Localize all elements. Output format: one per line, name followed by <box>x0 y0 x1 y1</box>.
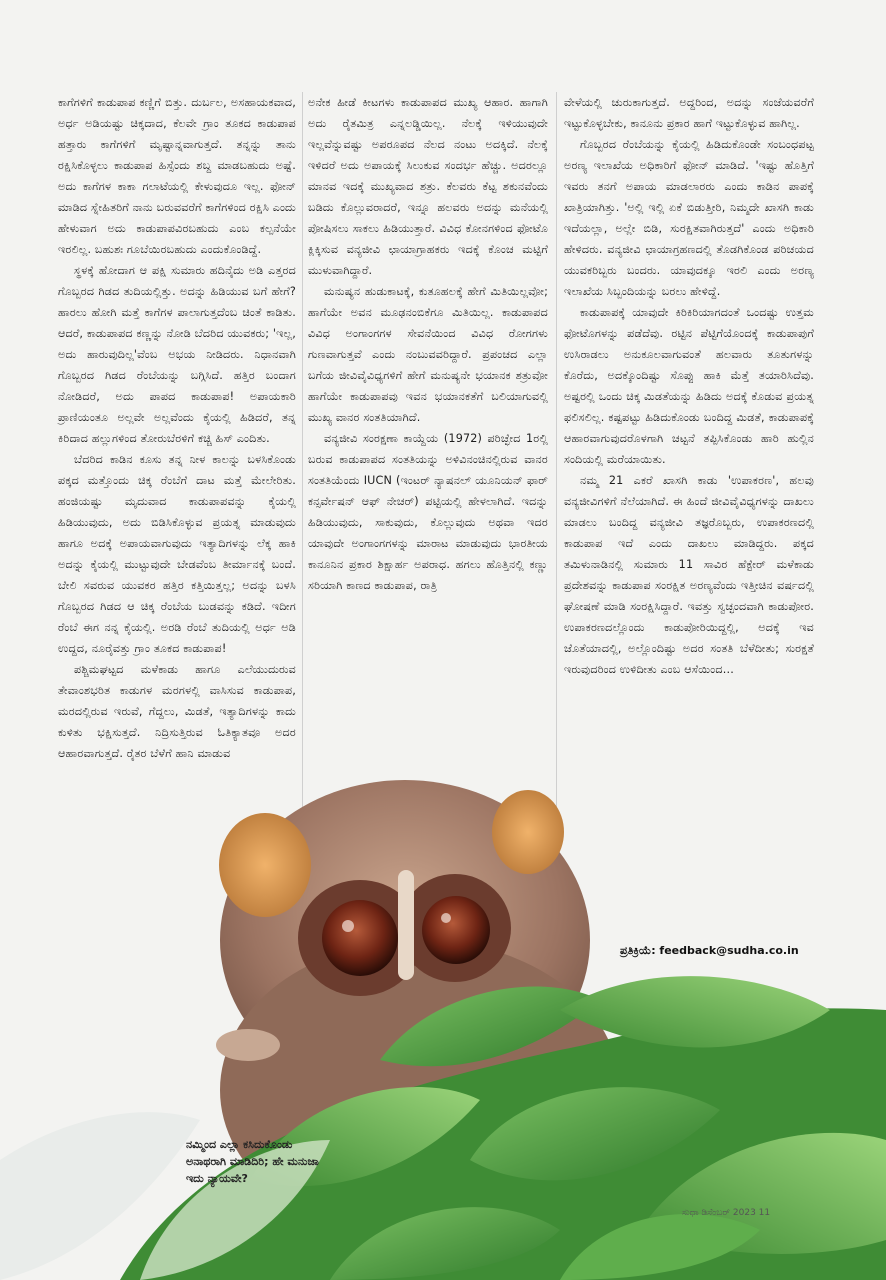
paragraph: ಮನುಷ್ಯನ ಹುಡುಕಾಟಕ್ಕೆ, ಕುತೂಹಲಕ್ಕೆ ಹೇಗೆ ಮಿತಿಯಿಲ್ಲವೋ; ಹಾಗೆಯೇ ಅವನ ಮೂಢನಂಬಿಕೆಗೂ ಮಿತಿಯಿಲ್ಲ. ಕಾಡುಪಾಪದ ವಿವಿಧ ಅಂಗಾಂಗಗಳ ಸೇವನೆಯಿಂದ ವಿವಿಧ ರೋಗಗಳು ಗುಣವಾಗುತ್ತವೆ ಎಂದು ನಂಬುವವರಿದ್ದಾರೆ. ಪ್ರಪಂಚದ ಎಲ್ಲಾ ಬಗೆಯ ಜೀವಿವೈವಿಧ್ಯಗಳಿಗೆ ಹೇಗೆ ಮನುಷ್ಯನೇ ಭಯಾನಕ ಶತ್ರುವೋ ಹಾಗೆಯೇ ಕಾಡುಪಾಪವು ಇವನ ಭಯಾನಕತೆಗೆ ಬಲಿಯಾಗುವಲ್ಲಿ ಮುಖ್ಯ ವಾನರ ಸಂತತಿಯಾಗಿದೆ. <box>308 285 548 424</box>
article-column-2 <box>308 92 548 596</box>
column-divider <box>302 92 303 812</box>
paragraph: ಕಾಡುಪಾಪಕ್ಕೆ ಯಾವುದೇ ಕಿರಿಕಿರಿಯಾಗದಂತೆ ಒಂದಷ್ಟು ಉತ್ತಮ ಫೋಟೊಗಳನ್ನು ಪಡೆದೆವು. ರಟ್ಟಿನ ಪೆಟ್ಟಿಗೆಯೊಂದಕ್ಕೆ ಕಾಡುಪಾಪುಗೆ ಉಸಿರಾಡಲು ಅನುಕೂಲವಾಗುವಂತೆ ಹಲವಾರು ತೂತುಗಳನ್ನು ಕೊರೆದು, ಅದಕ್ಕೊಂದಿಷ್ಟು ಸೊಪ್ಪು ಹಾಕಿ ಮೆತ್ತೆ ತಯಾರಿಸಿದೆವು. ಅಷ್ಟರಲ್ಲಿ ಒಂದು ಚಿಕ್ಕ ಮಿಡತೆಯನ್ನು ಹಿಡಿದು ಅದಕ್ಕೆ ಕೊಡುವ ಪ್ರಯತ್ನ ಫಲಿಸಲಿಲ್ಲ. ಕಷ್ಟಪಟ್ಟು ಹಿಡಿದುಕೊಂಡು ಬಂದಿದ್ದ ಮಿಡತೆ, ಕಾಡುಪಾಪಕ್ಕೆ ಆಹಾರವಾಗುವುದರೊಳಗಾಗಿ ಚಟ್ಟನೆ ತಪ್ಪಿಸಿಕೊಂಡು ಹಾರಿ ಹುಲ್ಲಿನ ಸಂದಿಯಲ್ಲಿ ಮರೆಯಾಯಿತು. <box>564 306 814 466</box>
page-footer: ಸುಧಾ ಡಿಸೆಂಬರ್ 2023 11 <box>682 1208 771 1218</box>
article-column-3 <box>564 92 814 680</box>
paragraph: ಅನೇಕ ಹೀಡೆ ಕೀಟಗಳು ಕಾಡುಪಾಪದ ಮುಖ್ಯ ಆಹಾರ. ಹಾಗಾಗಿ ಅದು ರೈತಮಿತ್ರ ಎನ್ನಲಡ್ಡಿಯಿಲ್ಲ. ನೆಲಕ್ಕೆ ಇಳಿಯುವುದೇ ಇಲ್ಲವೆನ್ನುವಷ್ಟು ಅಪರೂಪದ ನೆಲದ ನಂಟು ಅದಕ್ಕಿದೆ. ನೆಲಕ್ಕೆ ಇಳಿದರೆ ಅದು ಅಪಾಯಕ್ಕೆ ಸಿಲುಕುವ ಸಂದರ್ಭ ಹೆಚ್ಚು. ಅದರಲ್ಲೂ ಮಾನವ ಇದಕ್ಕೆ ಮುಖ್ಯವಾದ ಶತ್ರು. ಕೆಲವರು ಕೆಟ್ಟ ಶಕುನವೆಂದು ಬಡಿದು ಕೊಲ್ಲುವರಾದರೆ, ಇನ್ನೂ ಹಲವರು ಅದನ್ನು ಮನೆಯಲ್ಲಿ ಪೋಷಿಸಲು ಸಾಕಲು ಹಿಡಿಯುತ್ತಾರೆ. ವಿವಿಧ ಕೋನಗಳಿಂದ ಫೋಟೊ ಕ್ಲಿಕ್ಕಿಸುವ ವನ್ಯಜೀವಿ ಛಾಯಾಗ್ರಾಹಕರು ಇದಕ್ಕೆ ಕೊಂಚ ಮಟ್ಟಿಗೆ ಮುಳುವಾಗಿದ್ದಾರೆ. <box>308 96 548 277</box>
slender-loris-photo <box>0 760 886 1280</box>
paragraph: ವೇಳೆಯಲ್ಲಿ ಚುರುಕಾಗುತ್ತದೆ. ಅದ್ದರಿಂದ, ಅದನ್ನು ಸಂಜೆಯವರೆಗೆ ಇಟ್ಟುಕೊಳ್ಳಬೇಕು, ಕಾನೂನು ಪ್ರಕಾರ ಹಾಗೆ ಇಟ್ಟುಕೊಳ್ಳುವ ಹಾಗಿಲ್ಲ. <box>564 96 814 130</box>
paragraph: ಸ್ಥಳಕ್ಕೆ ಹೋದಾಗ ಆ ಪಕ್ಷಿ ಸುಮಾರು ಹದಿನೈದು ಅಡಿ ಎತ್ತರದ ಗೊಬ್ಬರದ ಗಿಡದ ತುದಿಯಲ್ಲಿತ್ತು. ಅದನ್ನು ಹಿಡಿಯುವ ಬಗೆ ಹೇಗೆ? ಹಾರಲು ಹೋಗಿ ಮತ್ತೆ ಕಾಗೆಗಳ ಪಾಲಾಗುತ್ತದೆಂಬ ಚಿಂತೆ ಕಾಡಿತು. ಆದರೆ, ಕಾಡುಪಾಪದ ಕಣ್ಣನ್ನು ನೋಡಿ ಬೆದರಿದ ಯುವಕರು; 'ಇಲ್ಲ, ಅದು ಹಾರುವುದಿಲ್ಲ'ವೆಂಬ ಅಭಯ ನೀಡಿದರು. ನಿಧಾನವಾಗಿ ಗೊಬ್ಬರದ ಗಿಡದ ರೆಂಬೆಯನ್ನು ಬಗ್ಗಿಸಿದೆ. ಹತ್ತಿರ ಬಂದಾಗ ನೋಡಿದರೆ, ಅದು ಪಾಪದ ಕಾಡುಪಾಪ! ಅಪಾಯಕಾರಿ ಪ್ರಾಣಿಯಂತೂ ಅಲ್ಲವೇ ಅಲ್ಲವೆಂದು ಕೈಯಲ್ಲಿ ಹಿಡಿದರೆ, ತನ್ನ ಕಿರಿದಾದ ಹಲ್ಲುಗಳಿಂದ ತೋರುಬೆರಳಿಗೆ ಕಚ್ಚಿ ಹಿಸ್ ಎಂದಿತು. <box>58 264 296 445</box>
photo-caption: ನಮ್ಮಿಂದ ಎಲ್ಲಾ ಕಸಿದುಕೊಂಡು ಅನಾಥರಾಗಿ ಮಾಡಿದಿರಿ; ಹೇ ಮನುಜಾ ಇದು ನ್ಯಾಯವೇ? <box>186 1138 319 1185</box>
paragraph: ಪಶ್ಚಿಮಘಟ್ಟದ ಮಳೆಕಾಡು ಹಾಗೂ ಎಲೆಯುದುರುವ ತೇವಾಂಶಭರಿತ ಕಾಡುಗಳ ಮರಗಳಲ್ಲಿ ವಾಸಿಸುವ ಕಾಡುಪಾಪ, ಮರದಲ್ಲಿರುವ ಇರುವೆ, ಗೆದ್ದಲು, ಮಿಡತೆ, ಇತ್ಯಾದಿಗಳನ್ನು ಕಾದು ಕುಳಿತು ಭಕ್ಷಿಸುತ್ತದೆ. ನಿದ್ರಿಸುತ್ತಿರುವ ಓತಿಕ್ಯಾತವೂ ಅದರ ಆಹಾರವಾಗುತ್ತದೆ. ರೈತರ ಬೆಳೆಗೆ ಹಾನಿ ಮಾಡುವ <box>58 663 296 760</box>
paragraph: ಕಾಗೆಗಳಿಗೆ ಕಾಡುಪಾಪ ಕಣ್ಣಿಗೆ ಬಿತ್ತು. ದುರ್ಬಲ, ಅಸಹಾಯಕವಾದ, ಅರ್ಧ ಅಡಿಯಷ್ಟು ಚಿಕ್ಕದಾದ, ಕೆಲವೇ ಗ್ರಾಂ ತೂಕದ ಕಾಡುಪಾಪ ಹತ್ತಾರು ಕಾಗೆಗಳಿಗೆ ಮೃಷ್ಟಾನ್ನವಾಗುತ್ತದೆ. ತನ್ನನ್ನು ತಾನು ರಕ್ಷಿಸಿಕೊಳ್ಳಲು ಕಾಡುಪಾಪ ಹಿಸ್ಸೆಂದು ಶಬ್ದ ಮಾಡಬಹುದು ಅಷ್ಟೆ. ಅದು ಕಾಗೆಗಳ ಕಾಕಾ ಗಲಾಟೆಯಲ್ಲಿ ಕೇಳುವುದೂ ಇಲ್ಲ. ಫೋನ್ ಮಾಡಿದ ಸ್ನೇಹಿತರಿಗೆ ನಾನು ಬರುವವರೆಗೆ ಕಾಗೆಗಳಿಂದ ರಕ್ಷಿಸಿ ಎಂದು ಹೇಳುವಾಗ ಅದು ಕಾಡುಪಾಪವಿರಬಹುದು ಎಂಬ ಕಲ್ಪನೆಯೇ ಇರಲಿಲ್ಲ. ಬಹುಶಃ ಗೂಬೆಯಿರಬಹುದು ಎಂದುಕೊಂಡಿದ್ದೆ. <box>58 96 296 256</box>
paragraph: ಗೊಬ್ಬರದ ರೆಂಬೆಯನ್ನು ಕೈಯಲ್ಲಿ ಹಿಡಿದುಕೊಂಡೇ ಸಂಬಂಧಪಟ್ಟ ಅರಣ್ಯ ಇಲಾಖೆಯ ಅಧಿಕಾರಿಗೆ ಫೋನ್ ಮಾಡಿದೆ. 'ಇಷ್ಟು ಹೊತ್ತಿಗೆ ಇವರು ತನಗೆ ಅಪಾಯ ಮಾಡಲಾರರು ಎಂದು ಕಾಡಿನ ಪಾಪಕ್ಕೆ ಖಾತ್ರಿಯಾಗಿತ್ತು. 'ಅಲ್ಲಿ ಇಲ್ಲಿ ಏಕೆ ಬಿಡುತ್ತೀರಿ, ನಿಮ್ಮದೇ ಖಾಸಗಿ ಕಾಡು ಇದೆಯಲ್ಲಾ, ಅಲ್ಲೇ ಬಿಡಿ, ಸುರಕ್ಷಿತವಾಗಿರುತ್ತದೆ' ಎಂದು ಅಧಿಕಾರಿ ಹೇಳಿದರು. ವನ್ಯಜೀವಿ ಛಾಯಾಗ್ರಹಣದಲ್ಲಿ ತೊಡಗಿಕೊಂಡ ಪರಿಚಯದ ಯುವಕರಿಬ್ಬರು ಬಂದರು. ಯಾವುದಕ್ಕೂ ಇರಲಿ ಎಂದು ಅರಣ್ಯ ಇಲಾಖೆಯ ಸಿಬ್ಬಂದಿಯನ್ನು ಬರಲು ಹೇಳಿದ್ದೆ. <box>564 138 814 298</box>
article-column-1 <box>58 92 296 764</box>
paragraph: ನಮ್ಮ 21 ಎಕರೆ ಖಾಸಗಿ ಕಾಡು 'ಉಪಾಕರಣ', ಹಲವು ವನ್ಯಜೀವಿಗಳಿಗೆ ನೆಲೆಯಾಗಿದೆ. ಈ ಹಿಂದೆ ಜೀವಿವೈವಿಧ್ಯಗಳನ್ನು ದಾಖಲು ಮಾಡಲು ಬಂದಿದ್ದ ವನ್ಯಜೀವಿ ತಜ್ಞರೊಬ್ಬರು, ಉಪಾಕರಣದಲ್ಲಿ ಕಾಡುಪಾಪ ಇದೆ ಎಂದು ದಾಖಲು ಮಾಡಿದ್ದರು. ಪಕ್ಕದ ತಮಿಳುನಾಡಿನಲ್ಲಿ ಸುಮಾರು 11 ಸಾವಿರ ಹೆಕ್ಟೇರ್ ಮಳೆಕಾಡು ಪ್ರದೇಶವನ್ನು ಕಾಡುಪಾಪ ಸಂರಕ್ಷಿತ ಅರಣ್ಯವೆಂದು ಇತ್ತೀಚಿನ ವರ್ಷದಲ್ಲಿ ಘೋಷಣೆ ಮಾಡಿ ಸಂರಕ್ಷಿಸಿದ್ದಾರೆ. ಇವತ್ತು ಸ್ವಚ್ಛಂದವಾಗಿ ಕಾಡುಪೋರ. ಉಪಾಕರಣದಲ್ಲೊಂದು ಕಾಡುಪೋರಿಯಿದ್ದಲ್ಲಿ, ಅದಕ್ಕೆ ಇವ ಜೊತೆಯಾದಲ್ಲಿ, ಅಲ್ಲೊಂದಿಷ್ಟು ಅದರ ಸಂತತಿ ಬೆಳೆದೀತು; ಸುರಕ್ಷತೆ ಇರುವುದರಿಂದ ಉಳಿದೀತು ಎಂಬ ಆಸೆಯಿಂದ... <box>564 474 814 676</box>
feedback-contact: ಪ್ರತಿಕ್ರಿಯೆ: feedback@sudha.co.in <box>620 944 799 957</box>
column-divider <box>556 92 557 812</box>
paragraph: ವನ್ಯಜೀವಿ ಸಂರಕ್ಷಣಾ ಕಾಯ್ದೆಯ (1972) ಪರಿಚ್ಛೇದ 1ರಲ್ಲಿ ಬರುವ ಕಾಡುಪಾಪದ ಸಂತತಿಯನ್ನು ಅಳಿವಿನಂಚಿನಲ್ಲಿರುವ ವಾನರ ಸಂತತಿಯೆಂದು IUCN (ಇಂಟರ್ ನ್ಯಾಷನಲ್ ಯೂನಿಯನ್ ಫಾರ್ ಕನ್ಸರ್ವೇಷನ್ ಆಫ್ ನೇಚರ್) ಪಟ್ಟಿಯಲ್ಲಿ ಹೇಳಲಾಗಿದೆ. ಇದನ್ನು ಹಿಡಿಯುವುದು, ಸಾಕುವುದು, ಕೊಲ್ಲುವುದು ಅಥವಾ ಇದರ ಯಾವುದೇ ಅಂಗಾಂಗಗಳನ್ನು ಮಾರಾಟ ಮಾಡುವುದು ಭಾರತೀಯ ಕಾನೂನಿನ ಪ್ರಕಾರ ಶಿಕ್ಷಾರ್ಹ ಅಪರಾಧ. ಹಗಲು ಹೊತ್ತಿನಲ್ಲಿ ಕಣ್ಣು ಸರಿಯಾಗಿ ಕಾಣದ ಕಾಡುಪಾಪ, ರಾತ್ರಿ <box>308 432 548 592</box>
paragraph: ಬೆದರಿದ ಕಾಡಿನ ಕೂಸು ತನ್ನ ನೀಳ ಕಾಲನ್ನು ಬಳಸಿಕೊಂಡು ಪಕ್ಕದ ಮತ್ತೊಂದು ಚಿಕ್ಕ ರೆಂಬೆಗೆ ದಾಟ ಮತ್ತೆ ಮೇಲೇರಿತು. ಹಂಜಿಯಷ್ಟು ಮೃದುವಾದ ಕಾಡುಪಾಪವನ್ನು ಕೈಯಲ್ಲಿ ಹಿಡಿಯುವುದು, ಅದು ಬಿಡಿಸಿಕೊಳ್ಳುವ ಪ್ರಯತ್ನ ಮಾಡುವುದು ಹಾಗೂ ಅದಕ್ಕೆ ಅಪಾಯವಾಗುವುದು ಇತ್ಯಾದಿಗಳನ್ನು ಲೆಕ್ಕ ಹಾಕಿ ಅದನ್ನು ಕೈಯಲ್ಲಿ ಮುಟ್ಟುವುದೇ ಬೇಡವೆಂಬ ತೀರ್ಮಾನಕ್ಕೆ ಬಂದೆ. ಬೇಲಿ ಸವರುವ ಯುವಕರ ಹತ್ತಿರ ಕತ್ತಿಯಿತ್ತಲ್ಲ; ಅದನ್ನು ಬಳಸಿ ಗೊಬ್ಬರದ ಗಿಡದ ಆ ಚಿಕ್ಕ ರೆಂಬೆಯ ಬುಡವನ್ನು ಕಡಿದೆ. ಇದೀಗ ರೆಂಬೆ ಈಗ ನನ್ನ ಕೈಯಲ್ಲಿ. ಅರಡಿ ರೆಂಬೆ ತುದಿಯಲ್ಲಿ ಅರ್ಧ ಅಡಿ ಉದ್ದದ, ನೂರೈವತ್ತು ಗ್ರಾಂ ತೂಕದ ಕಾಡುಪಾಪ! <box>58 453 296 655</box>
